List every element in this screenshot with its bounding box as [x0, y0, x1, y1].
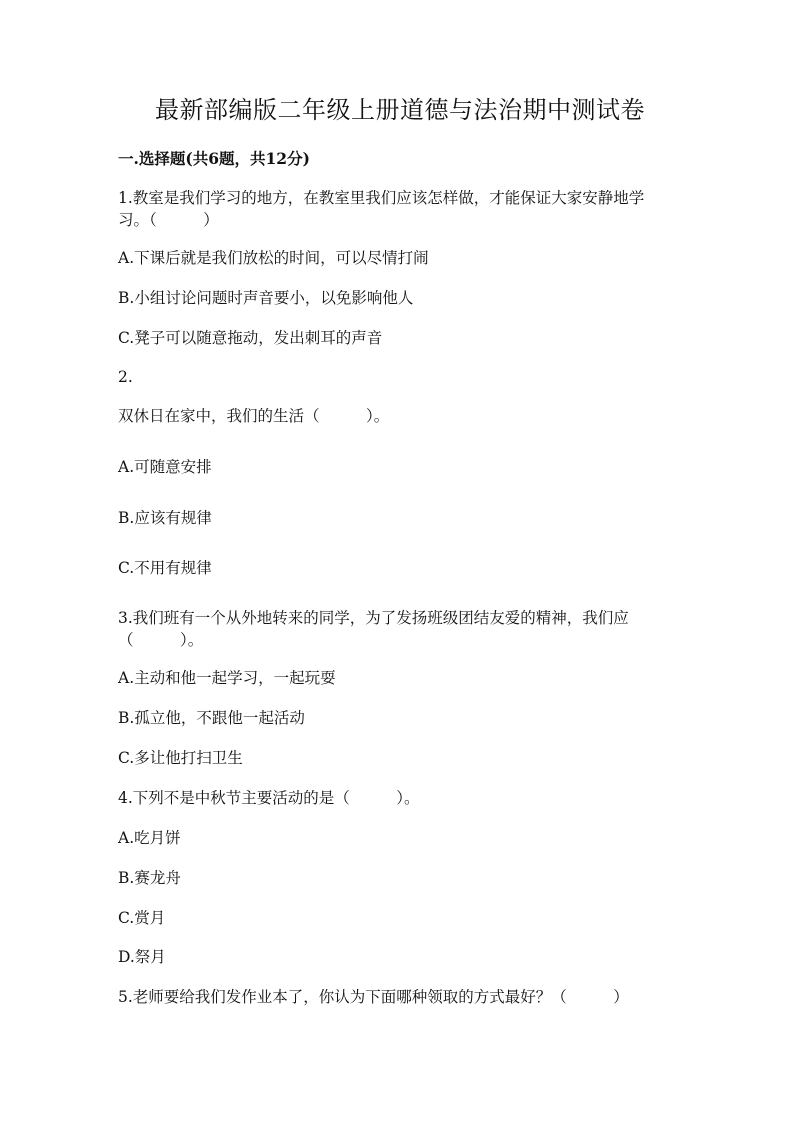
- question-4-option-b: B.赛龙舟: [118, 869, 181, 887]
- question-4-option-d: D.祭月: [118, 948, 166, 966]
- question-4-option-c: C.赏月: [118, 909, 166, 927]
- question-2-number: 2.: [118, 368, 133, 386]
- page-title: 最新部编版二年级上册道德与法治期中测试卷: [155, 96, 645, 124]
- question-3-option-c: C.多让他打扫卫生: [118, 749, 243, 767]
- question-1-option-a: A.下课后就是我们放松的时间，可以尽情打闹: [118, 249, 429, 267]
- question-3-stem-line-2: （ ）。: [118, 631, 204, 649]
- question-1-stem-line-2: 习。（ ）: [118, 211, 219, 229]
- question-3-stem-line-1: 3.我们班有一个从外地转来的同学，为了发扬班级团结友爱的精神，我们应: [118, 609, 629, 627]
- question-4-stem: 4.下列不是中秋节主要活动的是（ ）。: [118, 789, 420, 807]
- question-3-option-a: A.主动和他一起学习，一起玩耍: [118, 669, 336, 687]
- question-2-option-a: A.可随意安排: [118, 458, 212, 476]
- question-5-stem: 5.老师要给我们发作业本了，你认为下面哪种领取的方式最好？（ ）: [118, 988, 629, 1006]
- question-1-option-b: B.小组讨论问题时声音要小，以免影响他人: [118, 289, 414, 307]
- question-3-option-b: B.孤立他，不跟他一起活动: [118, 709, 305, 727]
- question-2-option-c: C.不用有规律: [118, 559, 212, 577]
- question-2-option-b: B.应该有规律: [118, 509, 212, 527]
- question-4-option-a: A.吃月饼: [118, 829, 181, 847]
- question-2-stem: 双休日在家中，我们的生活（ ）。: [118, 407, 390, 425]
- question-1-option-c: C.凳子可以随意拖动，发出刺耳的声音: [118, 329, 383, 347]
- question-1-stem-line-1: 1.教室是我们学习的地方，在教室里我们应该怎样做，才能保证大家安静地学: [118, 189, 645, 207]
- section-heading: 一.选择题(共6题，共12分): [118, 149, 310, 168]
